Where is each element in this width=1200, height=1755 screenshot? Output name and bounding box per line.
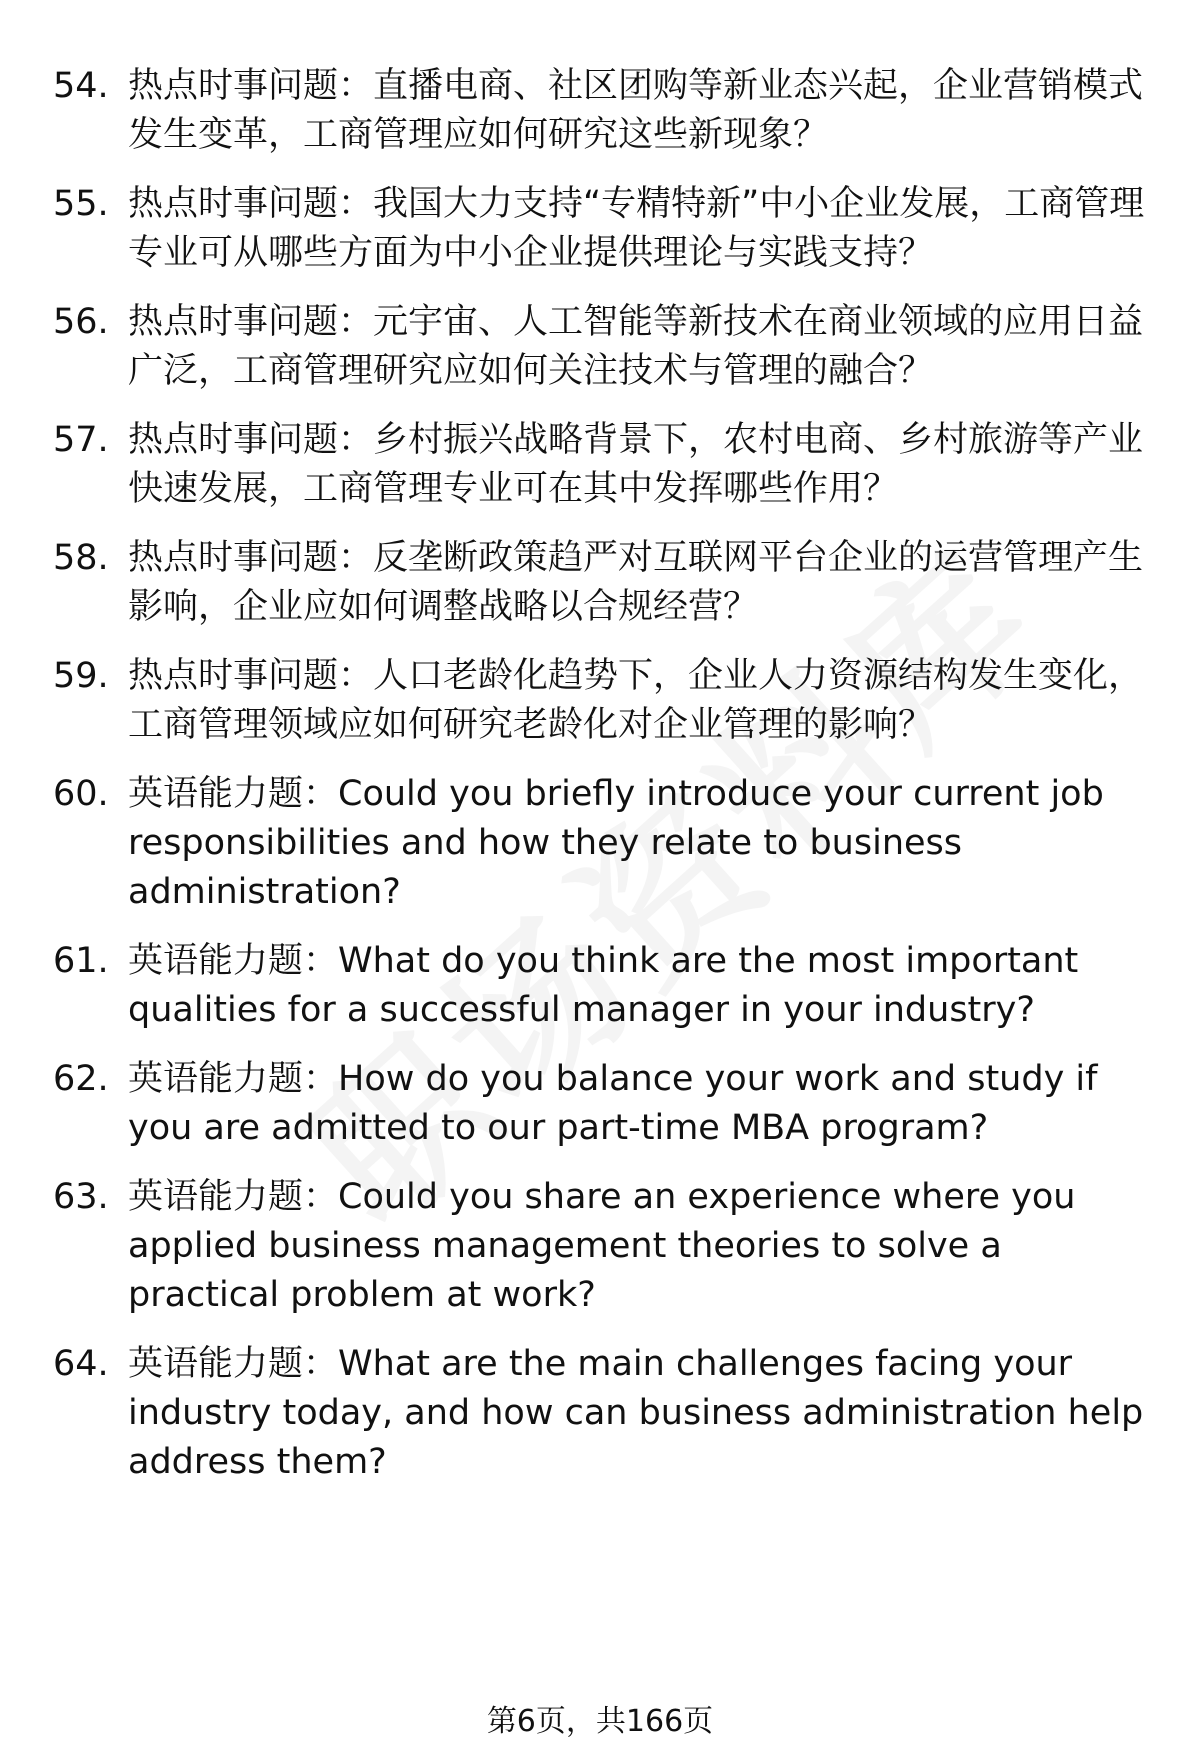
question-text: 英语能力题：What do you think are the most important qualities for a successful manager in your industry? bbox=[128, 941, 1079, 1030]
question-text: 英语能力题：What are the main challenges facing your industry today, and how can business administration help address them? bbox=[128, 1344, 1144, 1482]
question-item bbox=[53, 180, 1153, 278]
question-number: 58. bbox=[53, 538, 109, 578]
question-number: 54. bbox=[53, 66, 109, 106]
question-number: 57. bbox=[53, 420, 109, 460]
question-number: 62. bbox=[53, 1059, 109, 1099]
question-number: 64. bbox=[53, 1344, 109, 1384]
question-item bbox=[53, 298, 1153, 396]
page-footer: 第6页，共166页 bbox=[486, 1704, 714, 1739]
question-item bbox=[53, 937, 1153, 1035]
question-text: 热点时事问题：人口老龄化趋势下，企业人力资源结构发生变化，工商管理领域应如何研究老龄化对企业管理的影响？ bbox=[128, 656, 1144, 745]
question-text: 热点时事问题：乡村振兴战略背景下，农村电商、乡村旅游等产业快速发展，工商管理专业可在其中发挥哪些作用？ bbox=[128, 420, 1144, 509]
question-item bbox=[53, 1055, 1153, 1153]
question-number: 63. bbox=[53, 1177, 109, 1217]
question-item bbox=[53, 652, 1153, 750]
question-text: 热点时事问题：元宇宙、人工智能等新技术在商业领域的应用日益广泛，工商管理研究应如何关注技术与管理的融合？ bbox=[128, 302, 1144, 391]
question-text: 热点时事问题：直播电商、社区团购等新业态兴起，企业营销模式发生变革，工商管理应如何研究这些新现象？ bbox=[128, 66, 1144, 155]
question-item bbox=[53, 416, 1153, 514]
question-text: 英语能力题：Could you briefly introduce your current job responsibilities and how they relate to business administration? bbox=[128, 774, 1104, 912]
question-number: 56. bbox=[53, 302, 109, 342]
question-number: 59. bbox=[53, 656, 109, 696]
question-item bbox=[53, 770, 1153, 917]
question-text: 热点时事问题：反垄断政策趋严对互联网平台企业的运营管理产生影响，企业应如何调整战略以合规经营？ bbox=[128, 538, 1144, 627]
question-item bbox=[53, 1340, 1153, 1487]
question-item bbox=[53, 1173, 1153, 1320]
question-number: 61. bbox=[53, 941, 109, 981]
question-text: 热点时事问题：我国大力支持“专精特新”中小企业发展，工商管理专业可从哪些方面为中小企业提供理论与实践支持？ bbox=[128, 184, 1145, 273]
question-item bbox=[53, 62, 1153, 160]
question-item bbox=[53, 534, 1153, 632]
question-list bbox=[53, 62, 1153, 1487]
question-text: 英语能力题：Could you share an experience where you applied business management theories to solve a practical problem at work? bbox=[128, 1177, 1076, 1315]
question-number: 55. bbox=[53, 184, 109, 224]
question-text: 英语能力题：How do you balance your work and study if you are admitted to our part-time MBA program? bbox=[128, 1059, 1098, 1148]
question-number: 60. bbox=[53, 774, 109, 814]
